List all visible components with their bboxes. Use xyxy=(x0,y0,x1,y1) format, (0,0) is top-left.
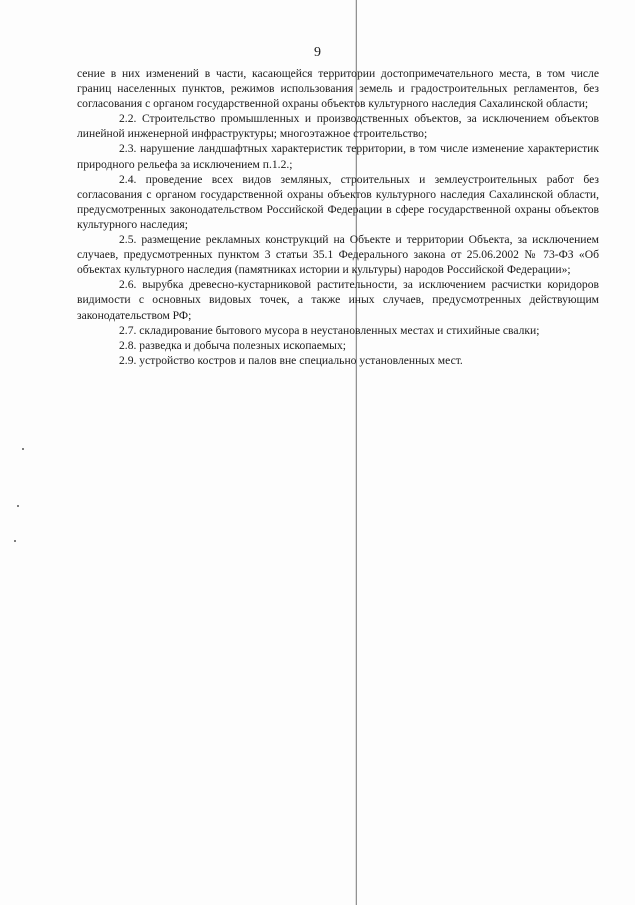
paragraph-2-3: 2.3. нарушение ландшафтных характеристик территории, в том числе изменение характеристик природного рельефа за исключением п.1.2.; xyxy=(77,142,599,171)
paragraph-2-7: 2.7. складирование бытового мусора в неустановленных местах и стихийные свалки; xyxy=(119,323,540,337)
scan-speck xyxy=(22,448,24,450)
document-body xyxy=(77,66,599,368)
paragraph-2-2: 2.2. Строительство промышленных и производственных объектов, за исключением объектов линейной инженерной инфраструктуры; многоэтажное строительство; xyxy=(77,112,599,141)
page-number: 9 xyxy=(314,45,321,60)
paragraph-2-4: 2.4. проведение всех видов земляных, строительных и землеустроительных работ без согласования с органом государственной охраны объектов культурного наследия Сахалинской области, предусмотренных законодательством Российской Федерации в сфере государственной охраны объектов культурного наследия; xyxy=(77,172,599,231)
paragraph-2-5: 2.5. размещение рекламных конструкций на Объекте и территории Объекта, за исключением случаев, предусмотренных пунктом 3 статьи 35.1 Федерального закона от 25.06.2002 № 73-ФЗ «Об объектах культурного наследия (памятниках истории и культуры) народов Российской Федерации»; xyxy=(77,233,599,277)
paragraph-2-6: 2.6. вырубка древесно-кустарниковой растительности, за исключением расчистки коридоров видимости с основных видовых точек, а также иных случаев, предусмотренных действующим законодательством РФ; xyxy=(77,278,599,322)
paragraph-2-8: 2.8. разведка и добыча полезных ископаемых; xyxy=(119,338,346,352)
scan-speck xyxy=(14,540,16,542)
scan-speck xyxy=(17,505,19,507)
paragraph-2-9: 2.9. устройство костров и палов вне специально установленных мест. xyxy=(119,353,463,367)
paragraph-continuation: сение в них изменений в части, касающейся территории достопримечательного места, в том числе границ населенных пунктов, режимов использования земель и градостроительных регламентов, без согласования с органом государственной охраны объектов культурного наследия Сахалинской области; xyxy=(77,67,599,111)
